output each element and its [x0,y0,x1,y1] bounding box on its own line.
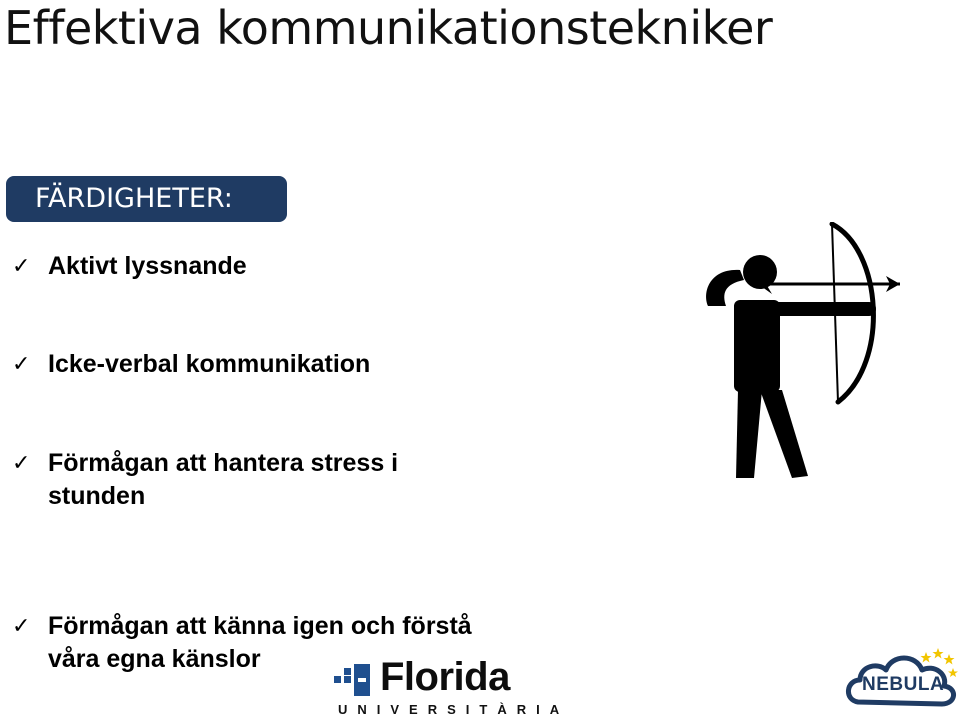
skill-item-text-cont: våra egna känslor [48,645,261,673]
nebula-logo [842,628,960,720]
florida-logo [334,655,570,720]
nebula-logo-name: NEBULA [862,674,945,695]
check-icon: ✓ [12,352,31,377]
skill-item-active-listening [12,250,532,283]
skill-item-text: Icke-verbal kommunikation [48,350,371,378]
florida-logo-subtitle: UNIVERSITÀRIA [338,702,570,717]
skills-badge [6,176,287,222]
skill-item-text-cont: stunden [48,482,146,510]
archer-icon [700,222,910,484]
skills-badge-label: FÄRDIGHETER: [35,183,233,214]
check-icon: ✓ [12,614,31,639]
check-icon: ✓ [12,451,31,476]
skills-list [12,250,532,673]
skill-item-text: Förmågan att hantera stress i [48,449,399,477]
skill-item-text: Aktivt lyssnande [48,252,247,280]
skill-item-stress [12,447,532,513]
florida-logo-name: Florida [380,655,510,699]
florida-mark-icon [334,664,374,698]
skill-item-text: Förmågan att känna igen och förstå [48,612,472,640]
check-icon: ✓ [12,254,31,279]
skill-item-nonverbal [12,348,532,381]
slide-title: Effektiva kommunikationstekniker [4,1,773,55]
